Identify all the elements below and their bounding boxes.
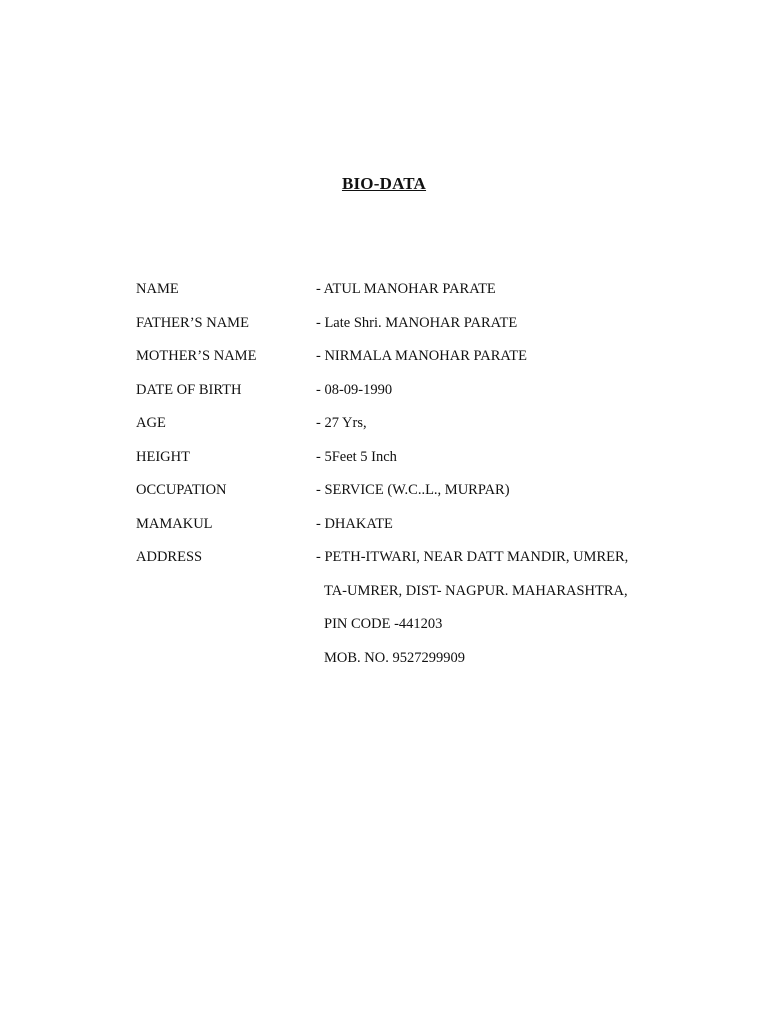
field-row-mamakul: [136, 513, 736, 547]
field-label: AGE: [136, 415, 166, 431]
address-continuation: PIN CODE -441203: [324, 616, 443, 632]
document-title: BIO-DATA: [341, 174, 427, 193]
field-row-name: [136, 278, 736, 312]
address-continuation: TA-UMRER, DIST- NAGPUR. MAHARASHTRA,: [324, 582, 628, 599]
field-value: - 08-09-1990: [316, 381, 393, 398]
field-value: - 5Feet 5 Inch: [316, 448, 397, 465]
address-line: [136, 580, 736, 614]
field-row-mothers-name: [136, 345, 736, 379]
field-row-occupation: [136, 479, 736, 513]
field-label: MOTHER’S NAME: [136, 348, 257, 364]
biodata-fields: [136, 278, 736, 680]
field-label: MAMAKUL: [136, 515, 213, 532]
field-label: OCCUPATION: [136, 482, 227, 498]
field-value: - ATUL MANOHAR PARATE: [316, 281, 496, 297]
field-value: - DHAKATE: [316, 515, 393, 532]
field-row-fathers-name: [136, 312, 736, 346]
field-value: - Late Shri. MANOHAR PARATE: [316, 314, 518, 331]
address-line: [136, 613, 736, 647]
address-line: [136, 647, 736, 681]
field-row-date-of-birth: [136, 379, 736, 413]
field-label: DATE OF BIRTH: [136, 381, 242, 398]
field-row-age: [136, 412, 736, 446]
field-label: FATHER’S NAME: [136, 314, 249, 331]
field-value: - PETH-ITWARI, NEAR DATT MANDIR, UMRER,: [316, 549, 629, 565]
field-value: - 27 Yrs,: [316, 415, 367, 431]
field-value: - SERVICE (W.C..L., MURPAR): [316, 482, 510, 498]
field-row-address: [136, 546, 736, 580]
field-value: - NIRMALA MANOHAR PARATE: [316, 348, 527, 364]
field-label: NAME: [136, 281, 179, 297]
field-label: HEIGHT: [136, 448, 190, 465]
field-label: ADDRESS: [136, 549, 203, 565]
address-continuation: MOB. NO. 9527299909: [324, 649, 465, 666]
field-row-height: [136, 446, 736, 480]
